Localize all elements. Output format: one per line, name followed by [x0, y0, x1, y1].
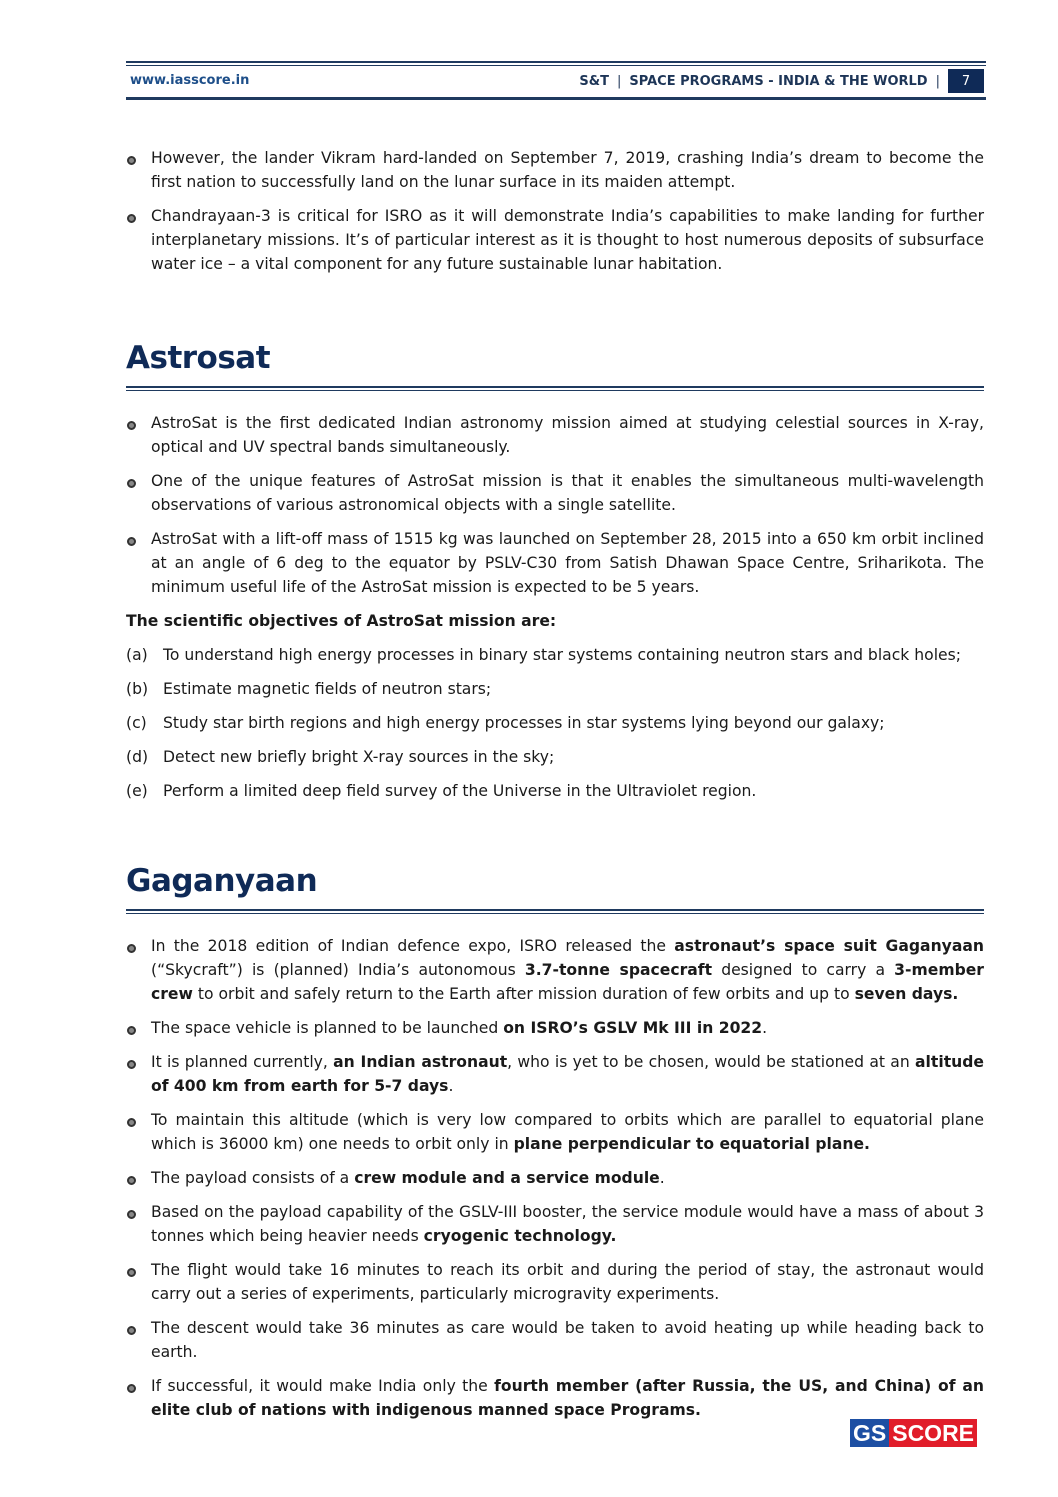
subject-label: S&T: [579, 73, 609, 89]
objective-item: [126, 643, 984, 667]
bullet-item: [126, 1316, 984, 1364]
text-segment: AstroSat is the first dedicated Indian astronomy mission aimed at studying celestial sources in X-ray, optical and UV spectral bands simultaneously.: [151, 414, 984, 456]
objective-marker: (e): [126, 782, 148, 800]
objective-item: [126, 779, 984, 803]
objective-item: [126, 745, 984, 769]
intro-bullet-list: [126, 146, 984, 276]
text-segment: .: [762, 1019, 768, 1037]
gaganyaan-bullet-list: [126, 934, 984, 1422]
header-separator: |: [617, 73, 622, 89]
bullet-item: [126, 469, 984, 517]
objective-marker: (b): [126, 680, 149, 698]
text-segment: The space vehicle is planned to be launched: [151, 1019, 504, 1037]
text-segment: If successful, it would make India only the: [151, 1377, 495, 1395]
objective-text: Study star birth regions and high energy processes in star systems lying beyond our galaxy;: [163, 714, 885, 732]
bold-text: fourth member (after Russia, the US, and China) of an elite club of nations with indigenous manned space Programs.: [151, 1377, 984, 1419]
bold-text: an Indian astronaut: [333, 1053, 508, 1071]
objectives-list: [126, 643, 984, 803]
bullet-item: [126, 1166, 984, 1190]
bold-text: seven days.: [854, 985, 959, 1003]
bold-text: 3.7-tonne spacecraft: [524, 961, 713, 979]
gsscore-logo: [850, 1419, 977, 1447]
objective-item: [126, 677, 984, 701]
section-heading-astrosat: Astrosat: [126, 340, 271, 376]
text-segment: To maintain this altitude (which is very low compared to orbits which are parallel to equatorial plane which is 36000 km) one needs to orbit only in: [151, 1111, 984, 1153]
text-segment: to orbit and safely return to the Earth after mission duration of few orbits and up to: [192, 985, 855, 1003]
text-segment: AstroSat with a lift-off mass of 1515 kg was launched on September 28, 2015 into a 650 km orbit inclined at an angle of 6 deg to the equator by PSLV-C30 from Satish Dhawan Space Centre, Sriharikota. The minimum useful life of the AstroSat mission is expected to be 5 years.: [151, 530, 984, 596]
objectives-title: The scientific objectives of AstroSat mission are:: [126, 612, 557, 630]
text-segment: .: [448, 1077, 454, 1095]
bullet-item: [126, 1016, 984, 1040]
bullet-item: [126, 1200, 984, 1248]
heading-rule: [126, 909, 984, 911]
page-number: 7: [948, 69, 984, 93]
objective-text: To understand high energy processes in binary star systems containing neutron stars and black holes;: [163, 646, 962, 664]
header-separator: |: [935, 73, 940, 89]
bullet-item: [126, 1374, 984, 1422]
objective-marker: (a): [126, 646, 148, 664]
bullet-item: [126, 1108, 984, 1156]
bold-text: cryogenic technology.: [423, 1227, 617, 1245]
bold-text: plane perpendicular to equatorial plane.: [513, 1135, 870, 1153]
text-segment: designed to carry a: [712, 961, 895, 979]
objective-text: Estimate magnetic fields of neutron stars;: [163, 680, 492, 698]
bold-text: 3-member crew: [151, 961, 984, 1003]
text-segment: Chandrayaan-3 is critical for ISRO as it will demonstrate India’s capabilities to make landing for further interplanetary missions. It’s of particular interest as it is thought to host numerous deposits of subsurface water ice – a vital component for any future sustainable lunar habitation.: [151, 207, 984, 273]
bullet-item: [126, 146, 984, 194]
bold-text: altitude of 400 km from earth for 5-7 days: [151, 1053, 984, 1095]
objective-text: Perform a limited deep field survey of the Universe in the Ultraviolet region.: [163, 782, 757, 800]
bullet-item: [126, 204, 984, 276]
objective-marker: (d): [126, 748, 149, 766]
header-bottom-rule: [126, 97, 986, 100]
logo-score: SCORE: [889, 1419, 977, 1447]
objective-marker: (c): [126, 714, 147, 732]
page-content: [126, 146, 984, 1432]
site-url-link[interactable]: www.iasscore.in: [130, 73, 250, 88]
bullet-item: [126, 1258, 984, 1306]
text-segment: The flight would take 16 minutes to reach its orbit and during the period of stay, the astronaut would carry out a series of experiments, particularly microgravity experiments.: [151, 1261, 984, 1303]
section-heading-gaganyaan: Gaganyaan: [126, 863, 318, 899]
header-top-rule: [126, 61, 986, 66]
heading-rule: [126, 386, 984, 388]
bullet-item: [126, 411, 984, 459]
running-header: [579, 69, 984, 93]
bullet-item: [126, 1050, 984, 1098]
text-segment: Based on the payload capability of the GSLV-III booster, the service module would have a mass of about 3 tonnes which being heavier needs: [151, 1203, 984, 1245]
text-segment: In the 2018 edition of Indian defence expo, ISRO released the: [151, 937, 675, 955]
text-segment: (“Skycraft”) is (planned) India’s autonomous: [151, 961, 525, 979]
text-segment: However, the lander Vikram hard-landed on September 7, 2019, crashing India’s dream to become the first nation to successfully land on the lunar surface in its maiden attempt.: [151, 149, 984, 191]
bold-text: crew module and a service module: [354, 1169, 660, 1187]
logo-gs: GS: [850, 1419, 889, 1447]
bold-text: on ISRO’s GSLV Mk III in 2022: [503, 1019, 763, 1037]
text-segment: The payload consists of a: [151, 1169, 355, 1187]
bullet-item: [126, 934, 984, 1006]
text-segment: .: [659, 1169, 665, 1187]
chapter-title: SPACE PROGRAMS - INDIA & THE WORLD: [629, 73, 928, 89]
astrosat-bullet-list: [126, 411, 984, 599]
objective-item: [126, 711, 984, 735]
text-segment: The descent would take 36 minutes as care would be taken to avoid heating up while heading back to earth.: [151, 1319, 984, 1361]
objective-text: Detect new briefly bright X-ray sources in the sky;: [163, 748, 555, 766]
text-segment: One of the unique features of AstroSat mission is that it enables the simultaneous multi-wavelength observations of various astronomical objects with a single satellite.: [151, 472, 984, 514]
bold-text: astronaut’s space suit Gaganyaan: [674, 937, 984, 955]
bullet-item: [126, 527, 984, 599]
text-segment: , who is yet to be chosen, would be stationed at an: [507, 1053, 916, 1071]
text-segment: It is planned currently,: [151, 1053, 334, 1071]
